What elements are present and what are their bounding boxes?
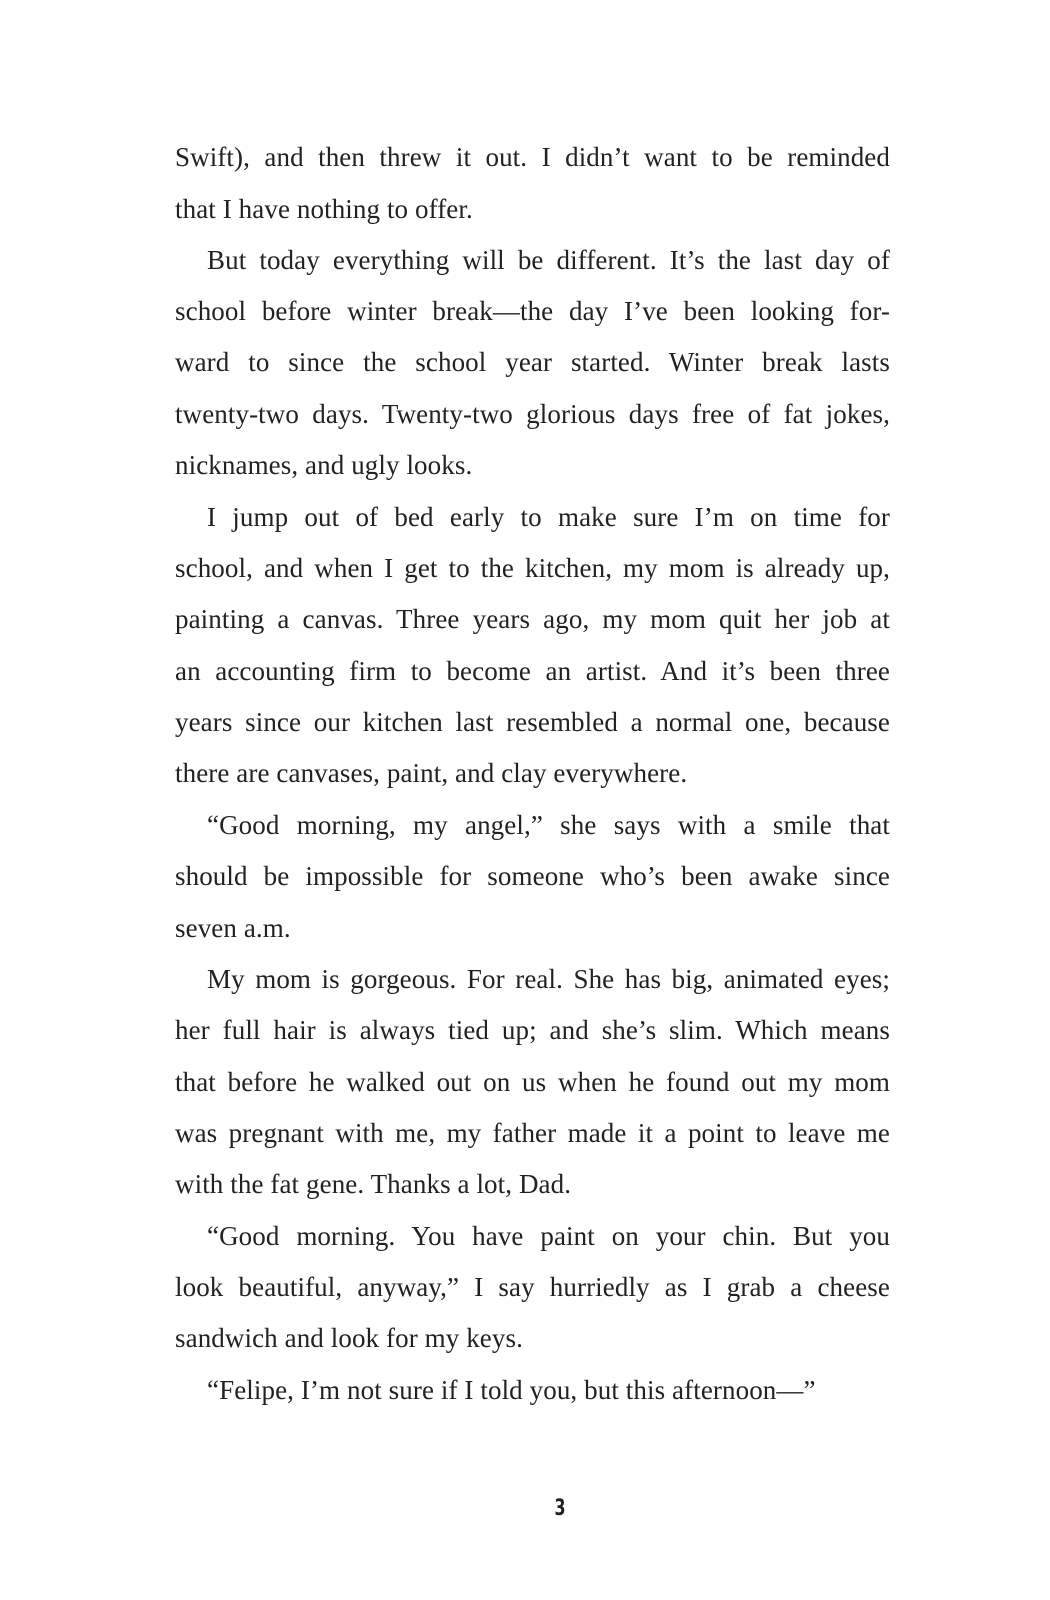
text-line: look beautiful, anyway,” I say hurriedly as I grab a cheese (175, 1272, 890, 1302)
text-line: an accounting firm to become an artist. And it’s been three (175, 656, 890, 686)
text-line: was pregnant with me, my father made it a point to leave me (175, 1118, 890, 1148)
text-line: there are canvases, paint, and clay everywhere. (175, 758, 688, 788)
text-line: years since our kitchen last resembled a normal one, because (175, 707, 890, 737)
text-line: that I have nothing to offer. (175, 194, 473, 224)
text-line: “Good morning. You have paint on your chin. But you (207, 1221, 890, 1251)
text-line: school before winter break—the day I’ve been looking for- (175, 296, 890, 326)
text-line: My mom is gorgeous. For real. She has big, animated eyes; (207, 964, 890, 994)
text-line: should be impossible for someone who’s been awake since (175, 861, 890, 891)
text-line: with the fat gene. Thanks a lot, Dad. (175, 1169, 572, 1199)
text-line: school, and when I get to the kitchen, my mom is already up, (175, 553, 890, 583)
text-line: ward to since the school year started. Winter break lasts (175, 347, 890, 377)
text-line: “Good morning, my angel,” she says with a smile that (207, 810, 890, 840)
text-line: But today everything will be different. It’s the last day of (207, 245, 890, 275)
page-number: 3 (554, 1496, 566, 1521)
text-line: seven a.m. (175, 913, 291, 943)
text-line: her full hair is always tied up; and she’s slim. Which means (175, 1015, 890, 1045)
text-line: nicknames, and ugly looks. (175, 450, 473, 480)
text-line: sandwich and look for my keys. (175, 1323, 523, 1353)
text-line: “Felipe, I’m not sure if I told you, but this afternoon—” (207, 1375, 816, 1405)
text-line: that before he walked out on us when he found out my mom (175, 1067, 890, 1097)
text-line: twenty-two days. Twenty-two glorious days free of fat jokes, (175, 399, 890, 429)
text-line: Swift), and then threw it out. I didn’t want to be reminded (175, 142, 890, 172)
text-line: painting a canvas. Three years ago, my mom quit her job at (175, 604, 890, 634)
text-line: I jump out of bed early to make sure I’m on time for (207, 502, 890, 532)
